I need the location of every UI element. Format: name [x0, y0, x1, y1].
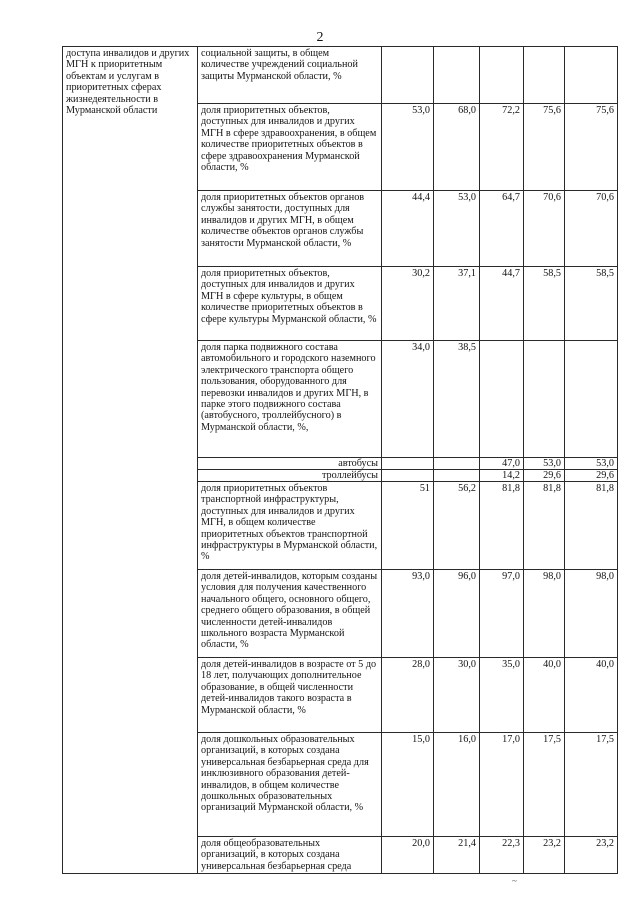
value-cell: 53,0 [565, 458, 618, 470]
value-cell: 40,0 [524, 658, 565, 733]
value-cell: 29,6 [524, 470, 565, 482]
value-cell: 47,0 [480, 458, 524, 470]
value-cell: 58,5 [565, 267, 618, 341]
value-cell: 30,0 [434, 658, 480, 733]
value-cell: 72,2 [480, 104, 524, 191]
indicator-cell: доля детей-инвалидов в возрасте от 5 до 18 лет, получающих дополнительное образование, в общей численности детей-инвалидов такого возраста в Мурманской области, % [198, 658, 382, 733]
value-cell: 34,0 [382, 341, 434, 458]
value-cell: 17,5 [524, 733, 565, 837]
value-cell: 37,1 [434, 267, 480, 341]
value-cell [480, 341, 524, 458]
value-cell [434, 470, 480, 482]
value-cell: 15,0 [382, 733, 434, 837]
indicator-cell: доля приоритетных объектов транспортной инфраструктуры, доступных для инвалидов и других МГН, в общем количестве приоритетных объектов транспортной инфраструктуры в Мурманской области, % [198, 482, 382, 570]
value-cell: 35,0 [480, 658, 524, 733]
value-cell: 28,0 [382, 658, 434, 733]
indicator-cell: доля дошкольных образовательных организаций, в которых создана универсальная безбарьерная среда для инклюзивного образования детей-инвалидов, в общем количестве дошкольных образовательных организаций Мурманской области, % [198, 733, 382, 837]
indicator-cell: доля детей-инвалидов, которым созданы условия для получения качественного начального общего, основного общего, среднего общего образования, в общей численности детей-инвалидов школьного возраста Мурманской области, % [198, 570, 382, 658]
value-cell: 81,8 [480, 482, 524, 570]
value-cell: 96,0 [434, 570, 480, 658]
value-cell [524, 341, 565, 458]
value-cell: 70,6 [565, 191, 618, 267]
value-cell: 44,7 [480, 267, 524, 341]
indicator-cell: доля приоритетных объектов, доступных для инвалидов и других МГН в сфере культуры, в общем количестве приоритетных объектов в сфере культуры Мурманской области, % [198, 267, 382, 341]
value-cell: 14,2 [480, 470, 524, 482]
value-cell: 70,6 [524, 191, 565, 267]
value-cell [434, 47, 480, 104]
value-cell: 98,0 [524, 570, 565, 658]
value-cell [565, 47, 618, 104]
indicator-cell: доля общеобразовательных организаций, в которых создана универсальная безбарьерная среда [198, 837, 382, 874]
value-cell [565, 341, 618, 458]
value-cell: 75,6 [524, 104, 565, 191]
value-cell: 38,5 [434, 341, 480, 458]
value-cell: 30,2 [382, 267, 434, 341]
value-cell: 40,0 [565, 658, 618, 733]
value-cell: 29,6 [565, 470, 618, 482]
value-cell: 44,4 [382, 191, 434, 267]
table-row [63, 47, 618, 104]
value-cell: 16,0 [434, 733, 480, 837]
value-cell: 81,8 [524, 482, 565, 570]
value-cell [382, 470, 434, 482]
indicator-cell: социальной защиты, в общем количестве учреждений социальной защиты Мурманской области, % [198, 47, 382, 104]
value-cell: 23,2 [565, 837, 618, 874]
indicator-cell: доля приоритетных объектов органов службы занятости, доступных для инвалидов и других МГН, в общем количестве объектов органов службы занятости Мурманской области, % [198, 191, 382, 267]
value-cell: 64,7 [480, 191, 524, 267]
subrow-label: троллейбусы [198, 470, 382, 482]
page-number: 2 [316, 30, 324, 45]
value-cell: 58,5 [524, 267, 565, 341]
indicator-cell: доля парка подвижного состава автомобильного и городского наземного электрического транспорта общего пользования, оборудованного для перевозки инвалидов и других МГН, в парке этого подвижного состава (автобусного, троллейбусного) в Мурманской области, %, [198, 341, 382, 458]
page-mark: ~ [512, 876, 517, 886]
value-cell: 17,0 [480, 733, 524, 837]
value-cell [382, 458, 434, 470]
indicators-table [62, 46, 618, 874]
value-cell: 20,0 [382, 837, 434, 874]
value-cell: 22,3 [480, 837, 524, 874]
subrow-label: автобусы [198, 458, 382, 470]
value-cell: 56,2 [434, 482, 480, 570]
value-cell [480, 47, 524, 104]
value-cell: 68,0 [434, 104, 480, 191]
value-cell: 23,2 [524, 837, 565, 874]
value-cell [382, 47, 434, 104]
indicator-cell: доля приоритетных объектов, доступных для инвалидов и других МГН в сфере здравоохранения, в общем количестве приоритетных объектов в сфере здравоохранения Мурманской области, % [198, 104, 382, 191]
value-cell [434, 458, 480, 470]
value-cell: 98,0 [565, 570, 618, 658]
value-cell: 53,0 [382, 104, 434, 191]
value-cell: 17,5 [565, 733, 618, 837]
value-cell [524, 47, 565, 104]
value-cell: 53,0 [524, 458, 565, 470]
value-cell: 81,8 [565, 482, 618, 570]
goal-cell: доступа инвалидов и других МГН к приоритетным объектам и услугам в приоритетных сферах жизнедеятельности в Мурманской области [63, 47, 198, 874]
value-cell: 51 [382, 482, 434, 570]
value-cell: 93,0 [382, 570, 434, 658]
value-cell: 97,0 [480, 570, 524, 658]
value-cell: 21,4 [434, 837, 480, 874]
value-cell: 53,0 [434, 191, 480, 267]
value-cell: 75,6 [565, 104, 618, 191]
